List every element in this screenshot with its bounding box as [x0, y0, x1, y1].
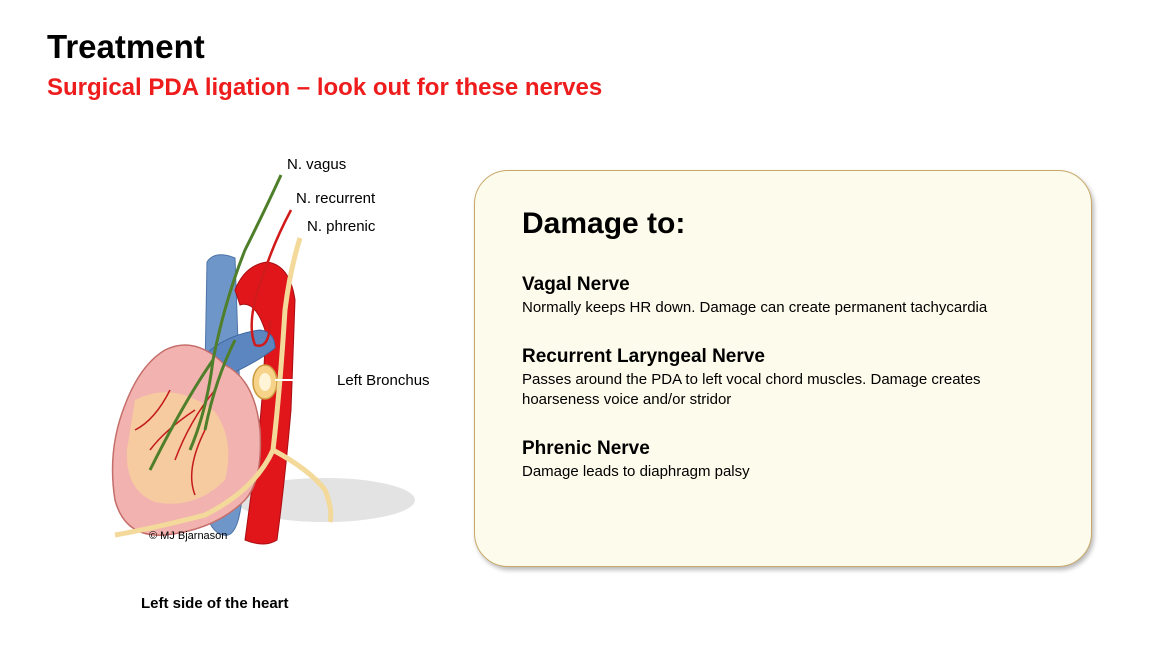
label-vagus: N. vagus — [287, 156, 347, 173]
card-heading: Damage to: — [522, 207, 686, 240]
slide-subtitle: Surgical PDA ligation – look out for these nerves — [47, 74, 603, 101]
label-recurrent: N. recurrent — [296, 190, 376, 207]
bronchus-lumen — [259, 373, 271, 391]
slide-title: Treatment — [47, 28, 205, 65]
damage-card — [474, 170, 1092, 567]
section-body-phrenic: Damage leads to diaphragm palsy — [522, 463, 750, 480]
label-phrenic: N. phrenic — [307, 218, 376, 235]
label-bronchus: Left Bronchus — [337, 372, 430, 389]
section-title-recurrent: Recurrent Laryngeal Nerve — [522, 346, 765, 367]
section-body-vagal: Normally keeps HR down. Damage can create permanent tachycardia — [522, 299, 988, 316]
illustration-caption: Left side of the heart — [141, 595, 289, 612]
section-body-recurrent: Passes around the PDA to left vocal chord muscles. Damage creates hoarseness voice and/or stridor — [522, 371, 981, 408]
section-title-vagal: Vagal Nerve — [522, 274, 630, 295]
heart-illustration — [95, 150, 455, 560]
illustration-signature: © MJ Bjarnason — [149, 530, 228, 542]
section-title-phrenic: Phrenic Nerve — [522, 438, 650, 459]
